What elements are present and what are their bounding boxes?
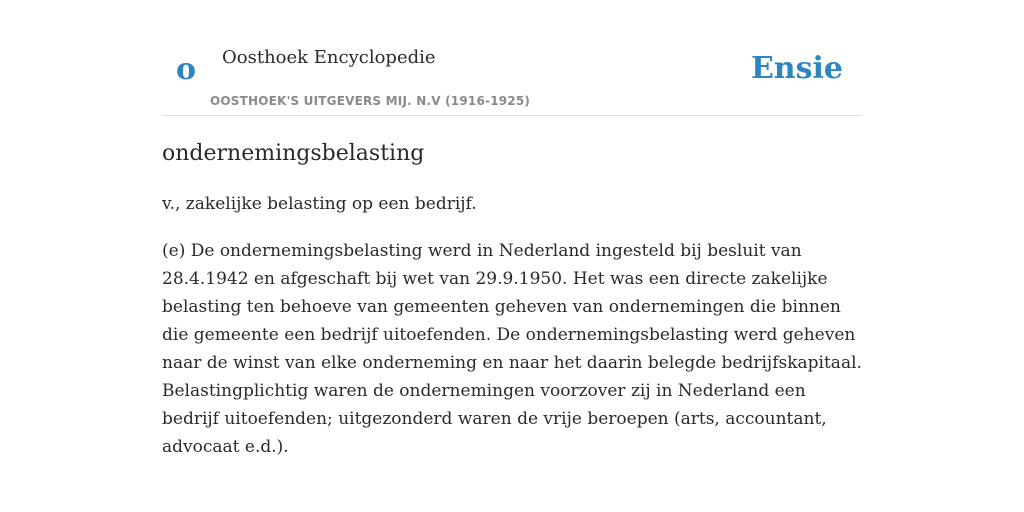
encyclopedia-logo-icon: o: [176, 52, 197, 87]
article-definition: v., zakelijke belasting op een bedrijf.: [162, 194, 477, 214]
article-headword: ondernemingsbelasting: [162, 141, 425, 166]
article: [162, 138, 862, 461]
article-body: (e) De ondernemingsbelasting werd in Nederland ingesteld bij besluit van 28.4.1942 en afgeschaft bij wet van 29.9.1950. Het was een directe zakelijke belasting ten behoeve van gemeenten geheven van ondernemingen die binnen die gemeente een bedrijf uitoefenden. De ondernemingsbelasting werd geheven naar de winst van elke onderneming en naar het daarin belegde bedrijfskapitaal. Belastingplichtig waren de ondernemingen voorzover zij in Nederland een bedrijf uitoefenden; uitgezonderd waren de vrije beroepen (arts, accountant, advocaat e.d.).: [162, 241, 862, 457]
header-divider: [162, 115, 862, 116]
ensie-brand-link[interactable]: Ensie: [750, 51, 843, 86]
publisher-label: OOSTHOEK'S UITGEVERS MIJ. N.V (1916-1925): [210, 94, 531, 108]
site-title-link[interactable]: Oosthoek Encyclopedie: [222, 47, 436, 68]
